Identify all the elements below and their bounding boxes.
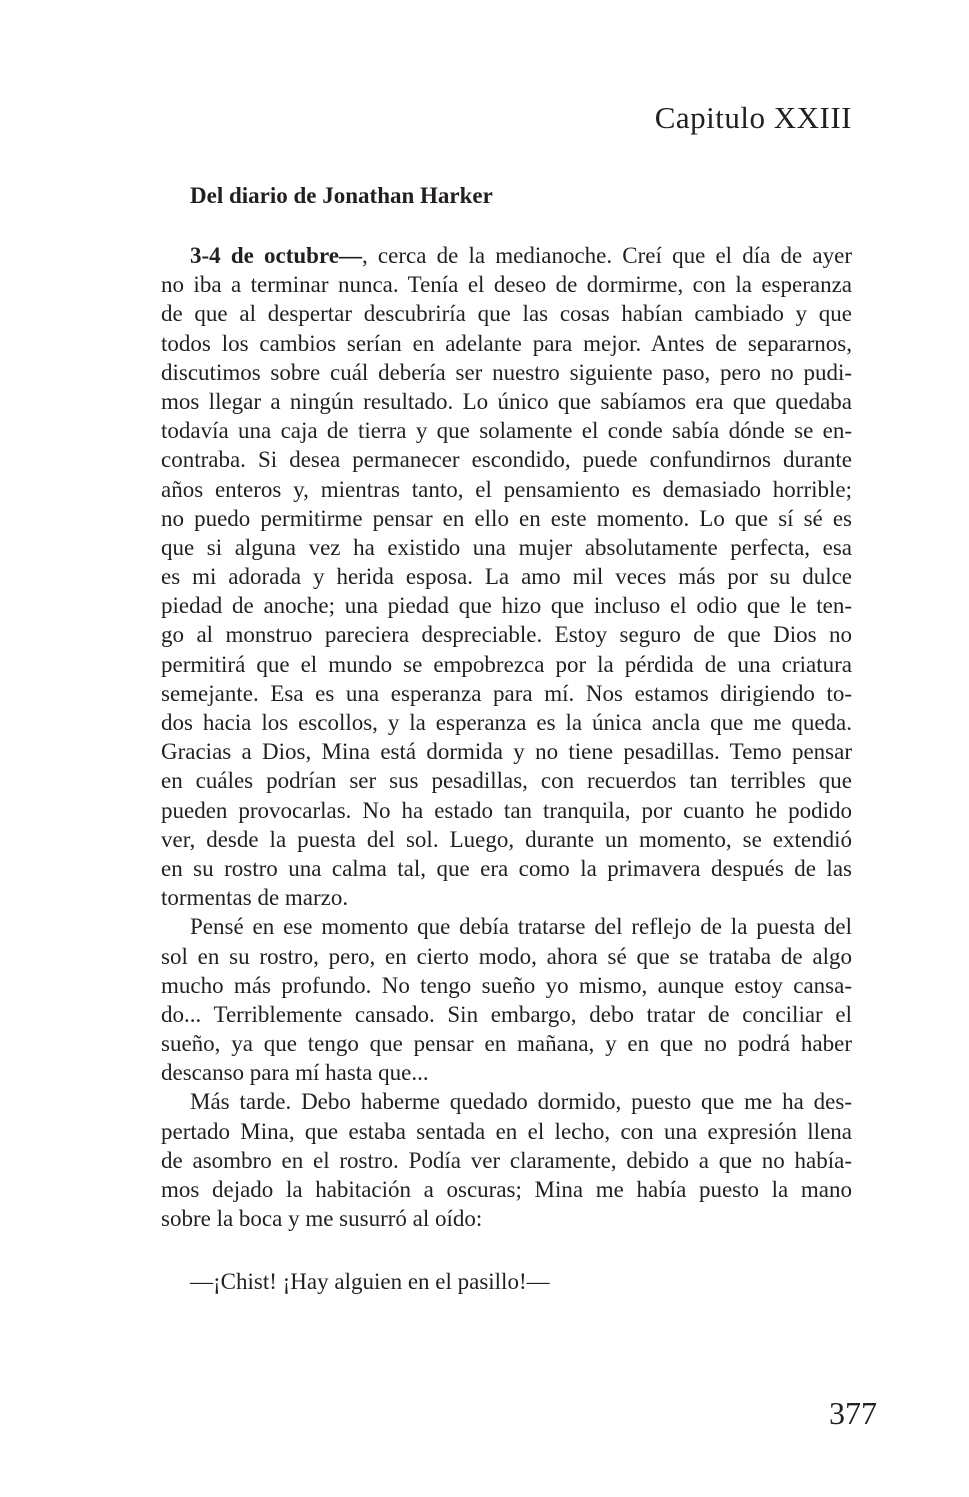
dialogue-line: —¡Chist! ¡Hay alguien en el pasillo!—	[190, 1269, 550, 1294]
text-line: do... Terriblemente cansado. Sin embargo, debo tratar de conciliar el	[161, 1001, 852, 1027]
entry-date: 3-4 de octubre—	[190, 243, 362, 268]
text-line: Gracias a Dios, Mina está dormida y no tiene pesadillas. Temo pensar	[161, 739, 852, 765]
text-line: go al monstruo pareciera despreciable. Estoy seguro de que Dios no	[161, 622, 852, 648]
text-line: mucho más profundo. No tengo sueño yo mismo, aunque estoy cansa-	[161, 972, 852, 998]
text-line: es mi adorada y herida esposa. La amo mil veces más por su dulce	[161, 564, 852, 590]
text-line: de que al despertar descubriría que las cosas habían cambiado y que	[161, 301, 852, 327]
text-line: sol en su rostro, pero, en cierto modo, ahora sé que se trataba de algo	[161, 943, 852, 969]
text-line: semejante. Esa es una esperanza para mí. Nos estamos dirigiendo to-	[161, 680, 852, 706]
text-line: permitirá que el mundo se empobrezca por la pérdida de una criatura	[161, 651, 852, 677]
text-line: dos hacia los escollos, y la esperanza es la única ancla que me queda.	[161, 710, 852, 735]
paragraph-3	[161, 1087, 852, 1204]
section-heading: Del diario de Jonathan Harker	[190, 183, 493, 208]
text-line: en cuáles podrían ser sus pesadillas, con recuerdos tan terribles que	[161, 768, 852, 794]
text-line: todavía una caja de tierra y que solamente el conde sabía dónde se en-	[161, 418, 852, 444]
text-line: en su rostro una calma tal, que era como la primavera después de las	[161, 855, 852, 881]
text-line: pueden provocarlas. No ha estado tan tranquila, por cuanto he podido	[161, 797, 852, 823]
text-line: mos llegar a ningún resultado. Lo único que sabíamos era que quedaba	[161, 388, 852, 414]
text-line: sueño, ya que tengo que pensar en mañana, y en que no podrá haber	[161, 1031, 852, 1057]
text-line: que si alguna vez ha existido una mujer absolutamente perfecta, esa	[161, 534, 852, 560]
text-line: Pensé en ese momento que debía tratarse del reflejo de la puesta del	[190, 914, 852, 940]
body-text	[161, 241, 852, 1233]
text-line: contraba. Si desea permanecer escondido, puede confundirnos durante	[161, 447, 852, 473]
text-line: años enteros y, mientras tanto, el pensamiento es demasiado horrible;	[161, 476, 852, 502]
text-line: ver, desde la puesta del sol. Luego, durante un momento, se extendió	[161, 826, 852, 852]
text-line: 3-4 de octubre—, cerca de la medianoche. Creí que el día de ayer	[190, 243, 852, 268]
text-line: descanso para mí hasta que...	[161, 1060, 429, 1086]
text-line: mos dejado la habitación a oscuras; Mina me había puesto la mano	[161, 1177, 852, 1202]
chapter-title: Capitulo XXIII	[654, 100, 852, 135]
text-line: tormentas de marzo.	[161, 885, 349, 911]
text-line: Más tarde. Debo haberme quedado dormido, puesto que me ha des-	[190, 1089, 852, 1115]
paragraph-2	[161, 912, 852, 1058]
text-line: no iba a terminar nunca. Tenía el deseo de dormirme, con la esperanza	[161, 272, 852, 298]
text-line: todos los cambios serían en adelante para mejor. Antes de separarnos,	[161, 330, 852, 356]
paragraph-1	[161, 270, 852, 883]
text-line: piedad de anoche; una piedad que hizo que incluso el odio que le ten-	[161, 593, 852, 619]
text-line: no puedo permitirme pensar en ello en este momento. Lo que sí sé es	[161, 505, 852, 531]
page-number: 377	[829, 1395, 877, 1431]
text-line: de asombro en el rostro. Podía ver claramente, debido a que no había-	[161, 1147, 852, 1173]
text-line: pertado Mina, que estaba sentada en el lecho, con una expresión llena	[161, 1118, 852, 1144]
text-line: sobre la boca y me susurró al oído:	[161, 1206, 483, 1232]
text-line: discutimos sobre cuál debería ser nuestro siguiente paso, pero no pudi-	[161, 359, 852, 385]
